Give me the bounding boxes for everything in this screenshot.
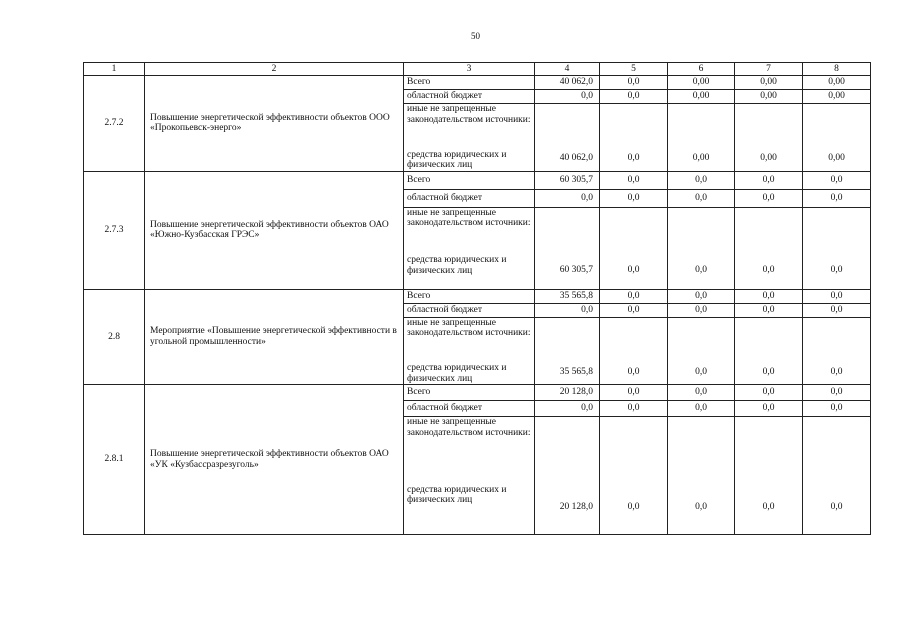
value-cell: 0,0 bbox=[600, 417, 668, 535]
column-header: 4 bbox=[535, 63, 600, 76]
value-cell: 0,00 bbox=[735, 104, 803, 172]
source-total-label: Всего bbox=[404, 76, 535, 90]
source-other-label: иные не запрещенные законодательством источники: bbox=[404, 104, 535, 150]
value-cell: 0,0 bbox=[668, 171, 735, 189]
value-cell: 20 128,0 bbox=[535, 417, 600, 535]
header-row bbox=[84, 63, 871, 76]
column-header: 1 bbox=[84, 63, 145, 76]
value-cell: 0,0 bbox=[600, 207, 668, 289]
value-cell: 0,0 bbox=[668, 401, 735, 417]
source-regional-label: областной бюджет bbox=[404, 90, 535, 104]
value-cell: 0,0 bbox=[735, 189, 803, 207]
value-cell: 0,00 bbox=[668, 76, 735, 90]
value-cell: 0,0 bbox=[668, 317, 735, 385]
item-name: Повышение энергетической эффективности объектов ОАО «Южно-Кузбасская ГРЭС» bbox=[145, 171, 404, 289]
value-cell: 0,0 bbox=[735, 401, 803, 417]
value-cell: 0,0 bbox=[803, 401, 871, 417]
value-cell: 0,0 bbox=[668, 303, 735, 317]
value-cell: 0,0 bbox=[735, 207, 803, 289]
source-total-label: Всего bbox=[404, 289, 535, 303]
value-cell: 60 305,7 bbox=[535, 207, 600, 289]
page-number: 50 bbox=[471, 31, 480, 41]
funding-table bbox=[83, 62, 871, 535]
source-regional-label: областной бюджет bbox=[404, 189, 535, 207]
value-cell: 0,00 bbox=[735, 90, 803, 104]
value-cell: 0,0 bbox=[668, 207, 735, 289]
item-name: Мероприятие «Повышение энергетической эффективности в угольной промышленности» bbox=[145, 289, 404, 385]
column-header: 5 bbox=[600, 63, 668, 76]
value-cell: 0,00 bbox=[803, 90, 871, 104]
item-code: 2.8 bbox=[84, 289, 145, 385]
value-cell: 0,0 bbox=[803, 303, 871, 317]
value-cell: 0,0 bbox=[735, 171, 803, 189]
value-cell: 0,0 bbox=[600, 289, 668, 303]
source-regional-label: областной бюджет bbox=[404, 303, 535, 317]
source-total-label: Всего bbox=[404, 385, 535, 401]
value-cell: 0,0 bbox=[600, 303, 668, 317]
source-total-label: Всего bbox=[404, 171, 535, 189]
value-cell: 0,00 bbox=[735, 76, 803, 90]
value-cell: 0,0 bbox=[735, 417, 803, 535]
value-cell: 0,0 bbox=[735, 289, 803, 303]
item-code: 2.7.2 bbox=[84, 76, 145, 172]
source-other-label: иные не запрещенные законодательством источники: bbox=[404, 417, 535, 485]
item-code: 2.8.1 bbox=[84, 385, 145, 535]
value-cell: 0,00 bbox=[668, 104, 735, 172]
source-other-label: иные не запрещенные законодательством источники: bbox=[404, 207, 535, 255]
value-cell: 40 062,0 bbox=[535, 76, 600, 90]
table-row bbox=[84, 171, 871, 189]
item-name: Повышение энергетической эффективности объектов ОАО «УК «Кузбассразрезуголь» bbox=[145, 385, 404, 535]
value-cell: 0,0 bbox=[803, 189, 871, 207]
column-header: 2 bbox=[145, 63, 404, 76]
value-cell: 0,0 bbox=[735, 303, 803, 317]
value-cell: 0,0 bbox=[600, 171, 668, 189]
source-legal-label: средства юридических и физических лиц bbox=[404, 255, 535, 289]
value-cell: 0,0 bbox=[600, 317, 668, 385]
value-cell: 0,0 bbox=[803, 385, 871, 401]
source-legal-label: средства юридических и физических лиц bbox=[404, 363, 535, 385]
source-other-label: иные не запрещенные законодательством источники: bbox=[404, 317, 535, 363]
source-regional-label: областной бюджет bbox=[404, 401, 535, 417]
column-header: 8 bbox=[803, 63, 871, 76]
table-row bbox=[84, 385, 871, 401]
source-legal-label: средства юридических и физических лиц bbox=[404, 150, 535, 172]
value-cell: 0,0 bbox=[600, 76, 668, 90]
column-header: 3 bbox=[404, 63, 535, 76]
value-cell: 0,0 bbox=[803, 207, 871, 289]
value-cell: 0,0 bbox=[668, 189, 735, 207]
column-header: 7 bbox=[735, 63, 803, 76]
value-cell: 0,0 bbox=[668, 289, 735, 303]
value-cell: 0,00 bbox=[803, 104, 871, 172]
value-cell: 0,00 bbox=[803, 76, 871, 90]
value-cell: 60 305,7 bbox=[535, 171, 600, 189]
value-cell: 35 565,8 bbox=[535, 317, 600, 385]
column-header: 6 bbox=[668, 63, 735, 76]
value-cell: 0,00 bbox=[668, 90, 735, 104]
item-name: Повышение энергетической эффективности объектов ООО «Прокопьевск-энерго» bbox=[145, 76, 404, 172]
value-cell: 0,0 bbox=[600, 90, 668, 104]
value-cell: 0,0 bbox=[803, 171, 871, 189]
value-cell: 0,0 bbox=[535, 303, 600, 317]
value-cell: 0,0 bbox=[600, 189, 668, 207]
value-cell: 0,0 bbox=[803, 317, 871, 385]
value-cell: 20 128,0 bbox=[535, 385, 600, 401]
item-code: 2.7.3 bbox=[84, 171, 145, 289]
value-cell: 0,0 bbox=[668, 417, 735, 535]
source-legal-label: средства юридических и физических лиц bbox=[404, 485, 535, 535]
table-row bbox=[84, 289, 871, 303]
value-cell: 0,0 bbox=[803, 417, 871, 535]
value-cell: 0,0 bbox=[735, 317, 803, 385]
value-cell: 35 565,8 bbox=[535, 289, 600, 303]
table-row bbox=[84, 76, 871, 90]
value-cell: 0,0 bbox=[600, 401, 668, 417]
value-cell: 0,0 bbox=[535, 189, 600, 207]
value-cell: 0,0 bbox=[535, 401, 600, 417]
value-cell: 0,0 bbox=[668, 385, 735, 401]
value-cell: 0,0 bbox=[803, 289, 871, 303]
value-cell: 0,0 bbox=[600, 104, 668, 172]
value-cell: 40 062,0 bbox=[535, 104, 600, 172]
value-cell: 0,0 bbox=[600, 385, 668, 401]
value-cell: 0,0 bbox=[535, 90, 600, 104]
value-cell: 0,0 bbox=[735, 385, 803, 401]
